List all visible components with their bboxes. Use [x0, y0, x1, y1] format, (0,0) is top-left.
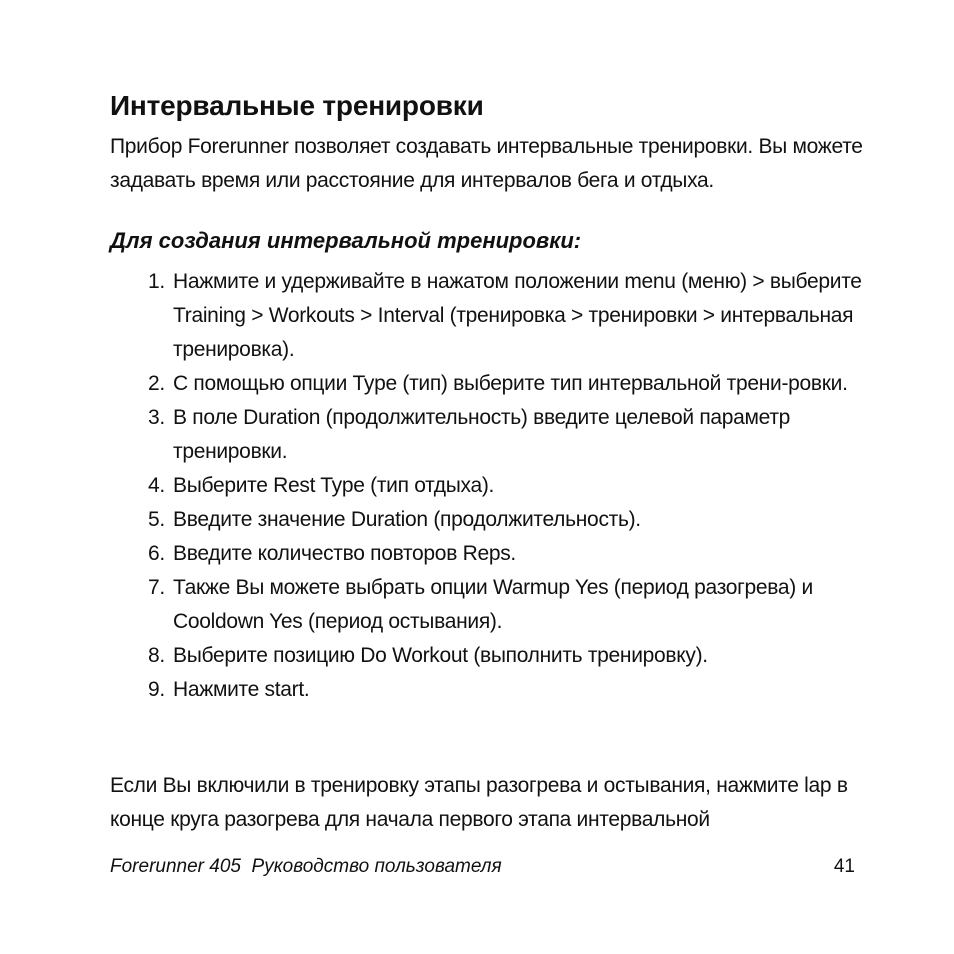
- section-heading: Интервальные тренировки: [110, 90, 484, 121]
- procedure-title: Для создания интервальной тренировки:: [110, 228, 582, 253]
- step-text: Введите количество повторов Reps.: [173, 542, 516, 565]
- page-number: 41: [833, 856, 855, 877]
- step-text: С помощью опции Type (тип) выберите тип интервальной трени-ровки.: [173, 372, 848, 395]
- step-number: 7.: [148, 576, 165, 599]
- list-item: [148, 673, 868, 707]
- page-footer: [110, 856, 855, 882]
- step-text: В поле Duration (продолжительность) введите целевой параметр тренировки.: [173, 406, 791, 463]
- step-number: 5.: [148, 508, 165, 531]
- list-item: [148, 503, 868, 537]
- list-item: [148, 401, 868, 469]
- outro-paragraph: Если Вы включили в тренировку этапы разогрева и остывания, нажмите lap в конце круга разогрева для начала первого этапа интервальной: [110, 774, 848, 831]
- list-item: [148, 571, 868, 639]
- step-text: Выберите позицию Do Workout (выполнить тренировку).: [173, 644, 708, 667]
- step-number: 4.: [148, 474, 165, 497]
- footer-title: Forerunner 405 Руководство пользователя: [110, 856, 502, 877]
- step-text: Также Вы можете выбрать опции Warmup Yes (период разогрева) и Cooldown Yes (период остывания).: [173, 576, 813, 633]
- list-item: [148, 537, 868, 571]
- list-item: [148, 469, 868, 503]
- step-text: Нажмите start.: [173, 678, 310, 701]
- step-number: 9.: [148, 678, 165, 701]
- step-number: 8.: [148, 644, 165, 667]
- step-text: Нажмите и удерживайте в нажатом положении menu (меню) > выберите Training > Workouts > Interval (тренировка > тренировки > интервальная тренировка).: [173, 270, 862, 361]
- list-item: [148, 265, 868, 367]
- step-text: Выберите Rest Type (тип отдыха).: [173, 474, 495, 497]
- list-item: [148, 367, 868, 401]
- step-number: 1.: [148, 270, 165, 293]
- step-number: 6.: [148, 542, 165, 565]
- list-item: [148, 639, 868, 673]
- step-number: 3.: [148, 406, 165, 429]
- steps-list: [148, 265, 868, 707]
- intro-paragraph: Прибор Forerunner позволяет создавать интервальные тренировки. Вы можете задавать время или расстояние для интервалов бега и отдыха.: [110, 135, 863, 192]
- step-text: Введите значение Duration (продолжительность).: [173, 508, 641, 531]
- step-number: 2.: [148, 372, 165, 395]
